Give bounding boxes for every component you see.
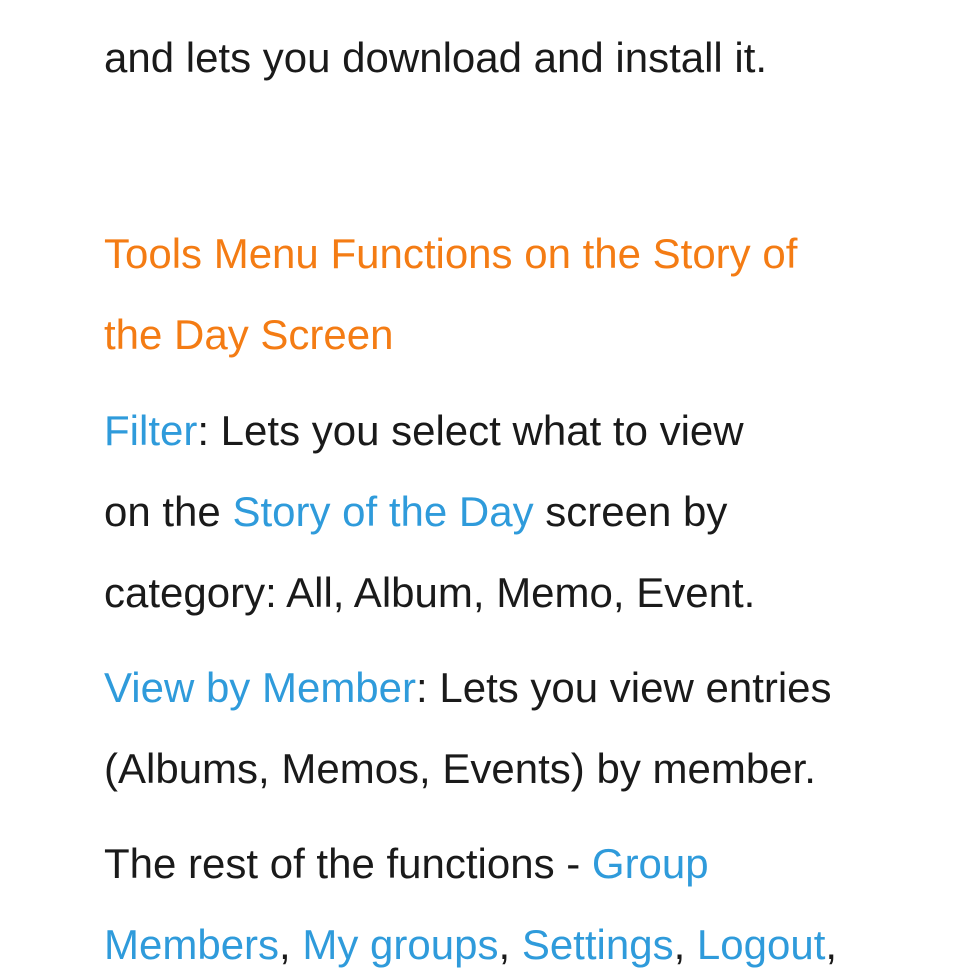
rest-functions-line-1	[104, 840, 709, 888]
section-heading-line-2	[104, 311, 394, 359]
section-heading: Tools Menu Functions on the Story of	[104, 230, 798, 277]
intro-text	[104, 34, 767, 82]
intro-line: and lets you download and install it.	[104, 34, 768, 81]
logout-term: Logout	[696, 921, 826, 968]
filter-text: on the	[104, 488, 233, 535]
separator: ,	[279, 921, 303, 968]
rest-functions-line-2	[104, 921, 837, 969]
section-heading-continued: the Day Screen	[104, 311, 394, 358]
separator: ,	[498, 921, 522, 968]
view-by-member-text: : Lets you view entries	[416, 664, 832, 711]
story-of-the-day-term: Story of the Day	[232, 488, 534, 535]
view-by-member-line-2	[104, 745, 816, 793]
settings-term: Settings	[521, 921, 674, 968]
view-by-member-term: View by Member	[104, 664, 417, 711]
separator: ,	[825, 921, 838, 968]
filter-text: category: All, Album, Memo, Event.	[104, 569, 756, 616]
view-by-member-line-1	[104, 664, 832, 712]
filter-text: screen by	[533, 488, 728, 535]
filter-term: Filter	[104, 407, 198, 454]
filter-description-line-1	[104, 407, 744, 455]
rest-text: The rest of the functions -	[104, 840, 592, 887]
my-groups-term: My groups	[302, 921, 499, 968]
section-heading-line-1	[104, 230, 797, 278]
filter-description-line-2	[104, 488, 727, 536]
group-members-term-continued: Members	[104, 921, 280, 968]
view-by-member-text: (Albums, Memos, Events) by member.	[104, 745, 816, 792]
separator: ,	[673, 921, 697, 968]
group-members-term: Group	[591, 840, 709, 887]
filter-description-line-3	[104, 569, 755, 617]
filter-text: : Lets you select what to view	[197, 407, 744, 454]
